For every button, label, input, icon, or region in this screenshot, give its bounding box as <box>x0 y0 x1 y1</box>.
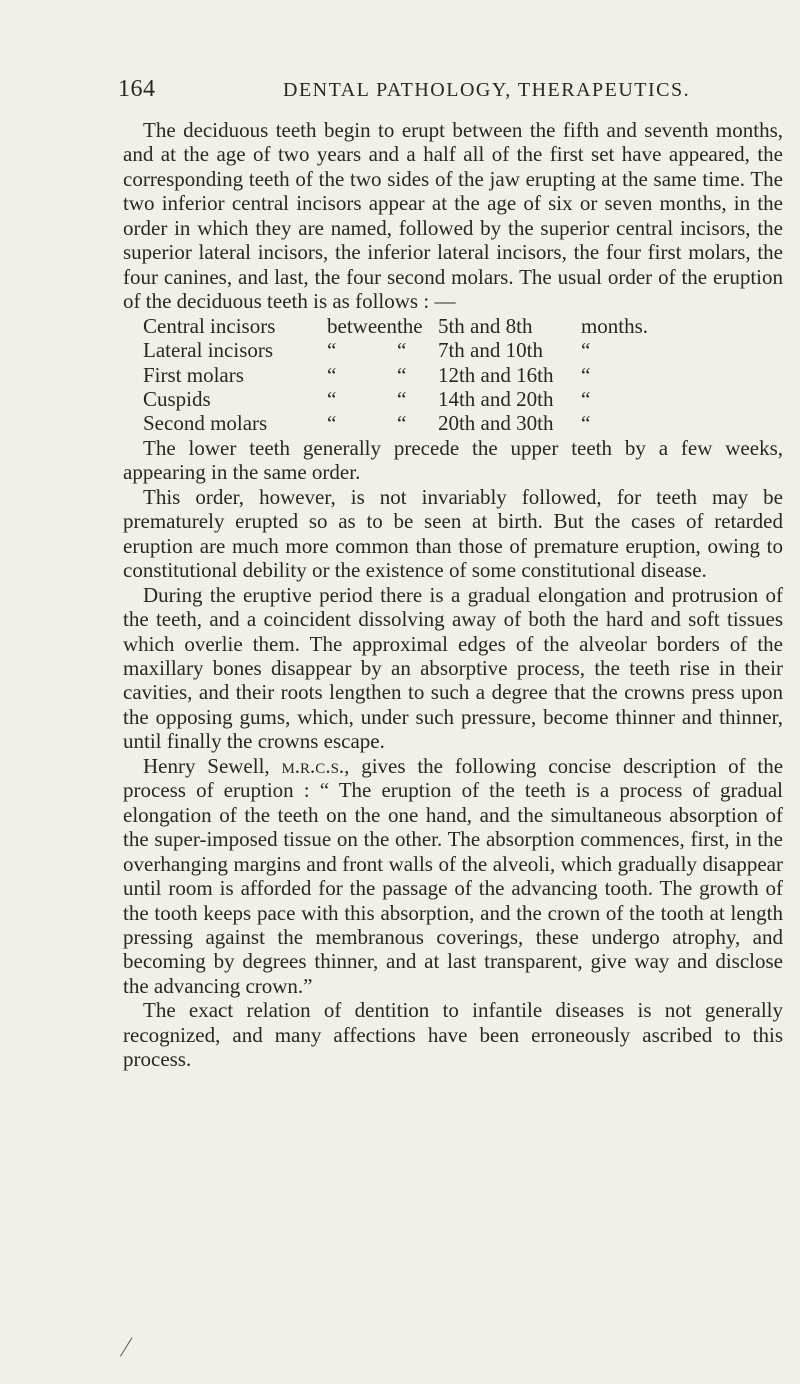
page-header <box>118 66 718 106</box>
table-row <box>143 314 681 338</box>
ditto-mark: “ <box>396 386 407 411</box>
ditto-mark: “ <box>580 362 591 387</box>
ditto-mark: “ <box>327 386 337 411</box>
tooth-name: First molars <box>143 362 244 387</box>
table-row <box>143 363 681 387</box>
paragraph-dentition-diseases: The exact relation of dentition to infantile diseases is not generally recognized, and many affections have been erroneously ascribed to this process. <box>123 998 783 1072</box>
tooth-name: Cuspids <box>143 386 211 411</box>
paragraph-eruptive-period: During the eruptive period there is a gradual elongation and protrusion of the teeth, and a coincident dissolving away of both the hard and soft tissues which overlie them. The approximal edges of the alveolar borders of the maxillary bones disappear by an absorptive process, the teeth rise in their cavities, and their roots lengthen to such a degree that the crowns press upon the opposing gums, which, under such pressure, become thinner and thinner, until finally the crowns escape. <box>123 582 783 754</box>
ditto-mark: “ <box>327 338 337 363</box>
ditto-mark: “ <box>396 362 407 387</box>
author-credential: m.r.c.s., <box>281 753 350 778</box>
unit: months. <box>580 313 649 338</box>
between-word: between <box>327 313 397 338</box>
stray-pencil-mark <box>120 1337 133 1356</box>
ditto-mark: “ <box>580 338 591 363</box>
paragraph-deciduous-eruption: The deciduous teeth begin to erupt between the fifth and seventh months, and at the age of two years and a half all of the first set have appeared, the corresponding teeth of the two sides of the jaw erupting at the same time. The two inferior central incisors appear at the age of six or seven months, in the order in which they are named, followed by the superior central incisors, the superior lateral incisors, the inferior lateral incisors, the four first molars, the four canines, and last, the four second molars. The usual order of the eruption of the deciduous teeth is as follows : — <box>123 118 783 314</box>
ditto-mark: “ <box>327 411 337 436</box>
paragraph-lower-teeth: The lower teeth generally precede the upper teeth by a few weeks, appearing in the same order. <box>123 435 783 485</box>
table-row <box>143 387 681 411</box>
author-name: Henry Sewell, <box>143 753 270 778</box>
month-range: 7th and 10th <box>437 338 543 363</box>
month-range: 14th and 20th <box>437 386 554 411</box>
paragraph-order-exceptions: This order, however, is not invariably followed, for teeth may be prematurely erupted so as to be seen at birth. But the cases of retarded eruption are much more common than those of premature eruption, owing to constitutional debility or the existence of some constitutional disease. <box>123 484 783 583</box>
the-word: the <box>396 313 423 338</box>
tooth-name: Central incisors <box>143 313 276 338</box>
quote-text: gives the following concise description of the process of eruption : “ The eruption of the teeth is a process of gradual elongation of the teeth on the one hand, and the simultaneous absorption of the super-imposed tissue on the other. The absorption commences, first, in the overhanging margins and front walls of the alveoli, which gradually disappear until room is afforded for the passage of the advancing tooth. The growth of the tooth keeps pace with this absorption, and the crown of the tooth at length pressing against the membranous coverings, these undergo atrophy, and becoming by degrees thinner, and at last transparent, give way and disclose the advancing crown.” <box>123 753 784 998</box>
month-range: 12th and 16th <box>437 362 554 387</box>
body-text <box>123 118 783 1072</box>
table-row <box>143 411 681 435</box>
ditto-mark: “ <box>327 362 337 387</box>
month-range: 5th and 8th <box>437 313 533 338</box>
ditto-mark: “ <box>396 411 407 436</box>
month-range: 20th and 30th <box>437 411 554 436</box>
tooth-name: Lateral incisors <box>143 338 274 363</box>
page-number: 164 <box>118 76 156 102</box>
ditto-mark: “ <box>396 338 407 363</box>
eruption-schedule-table <box>143 314 681 436</box>
ditto-mark: “ <box>580 411 591 436</box>
tooth-name: Second molars <box>143 411 268 436</box>
running-head: DENTAL PATHOLOGY, THERAPEUTICS. <box>283 79 691 101</box>
ditto-mark: “ <box>580 386 591 411</box>
table-row <box>143 338 681 362</box>
paragraph-sewell-quote <box>123 754 783 999</box>
